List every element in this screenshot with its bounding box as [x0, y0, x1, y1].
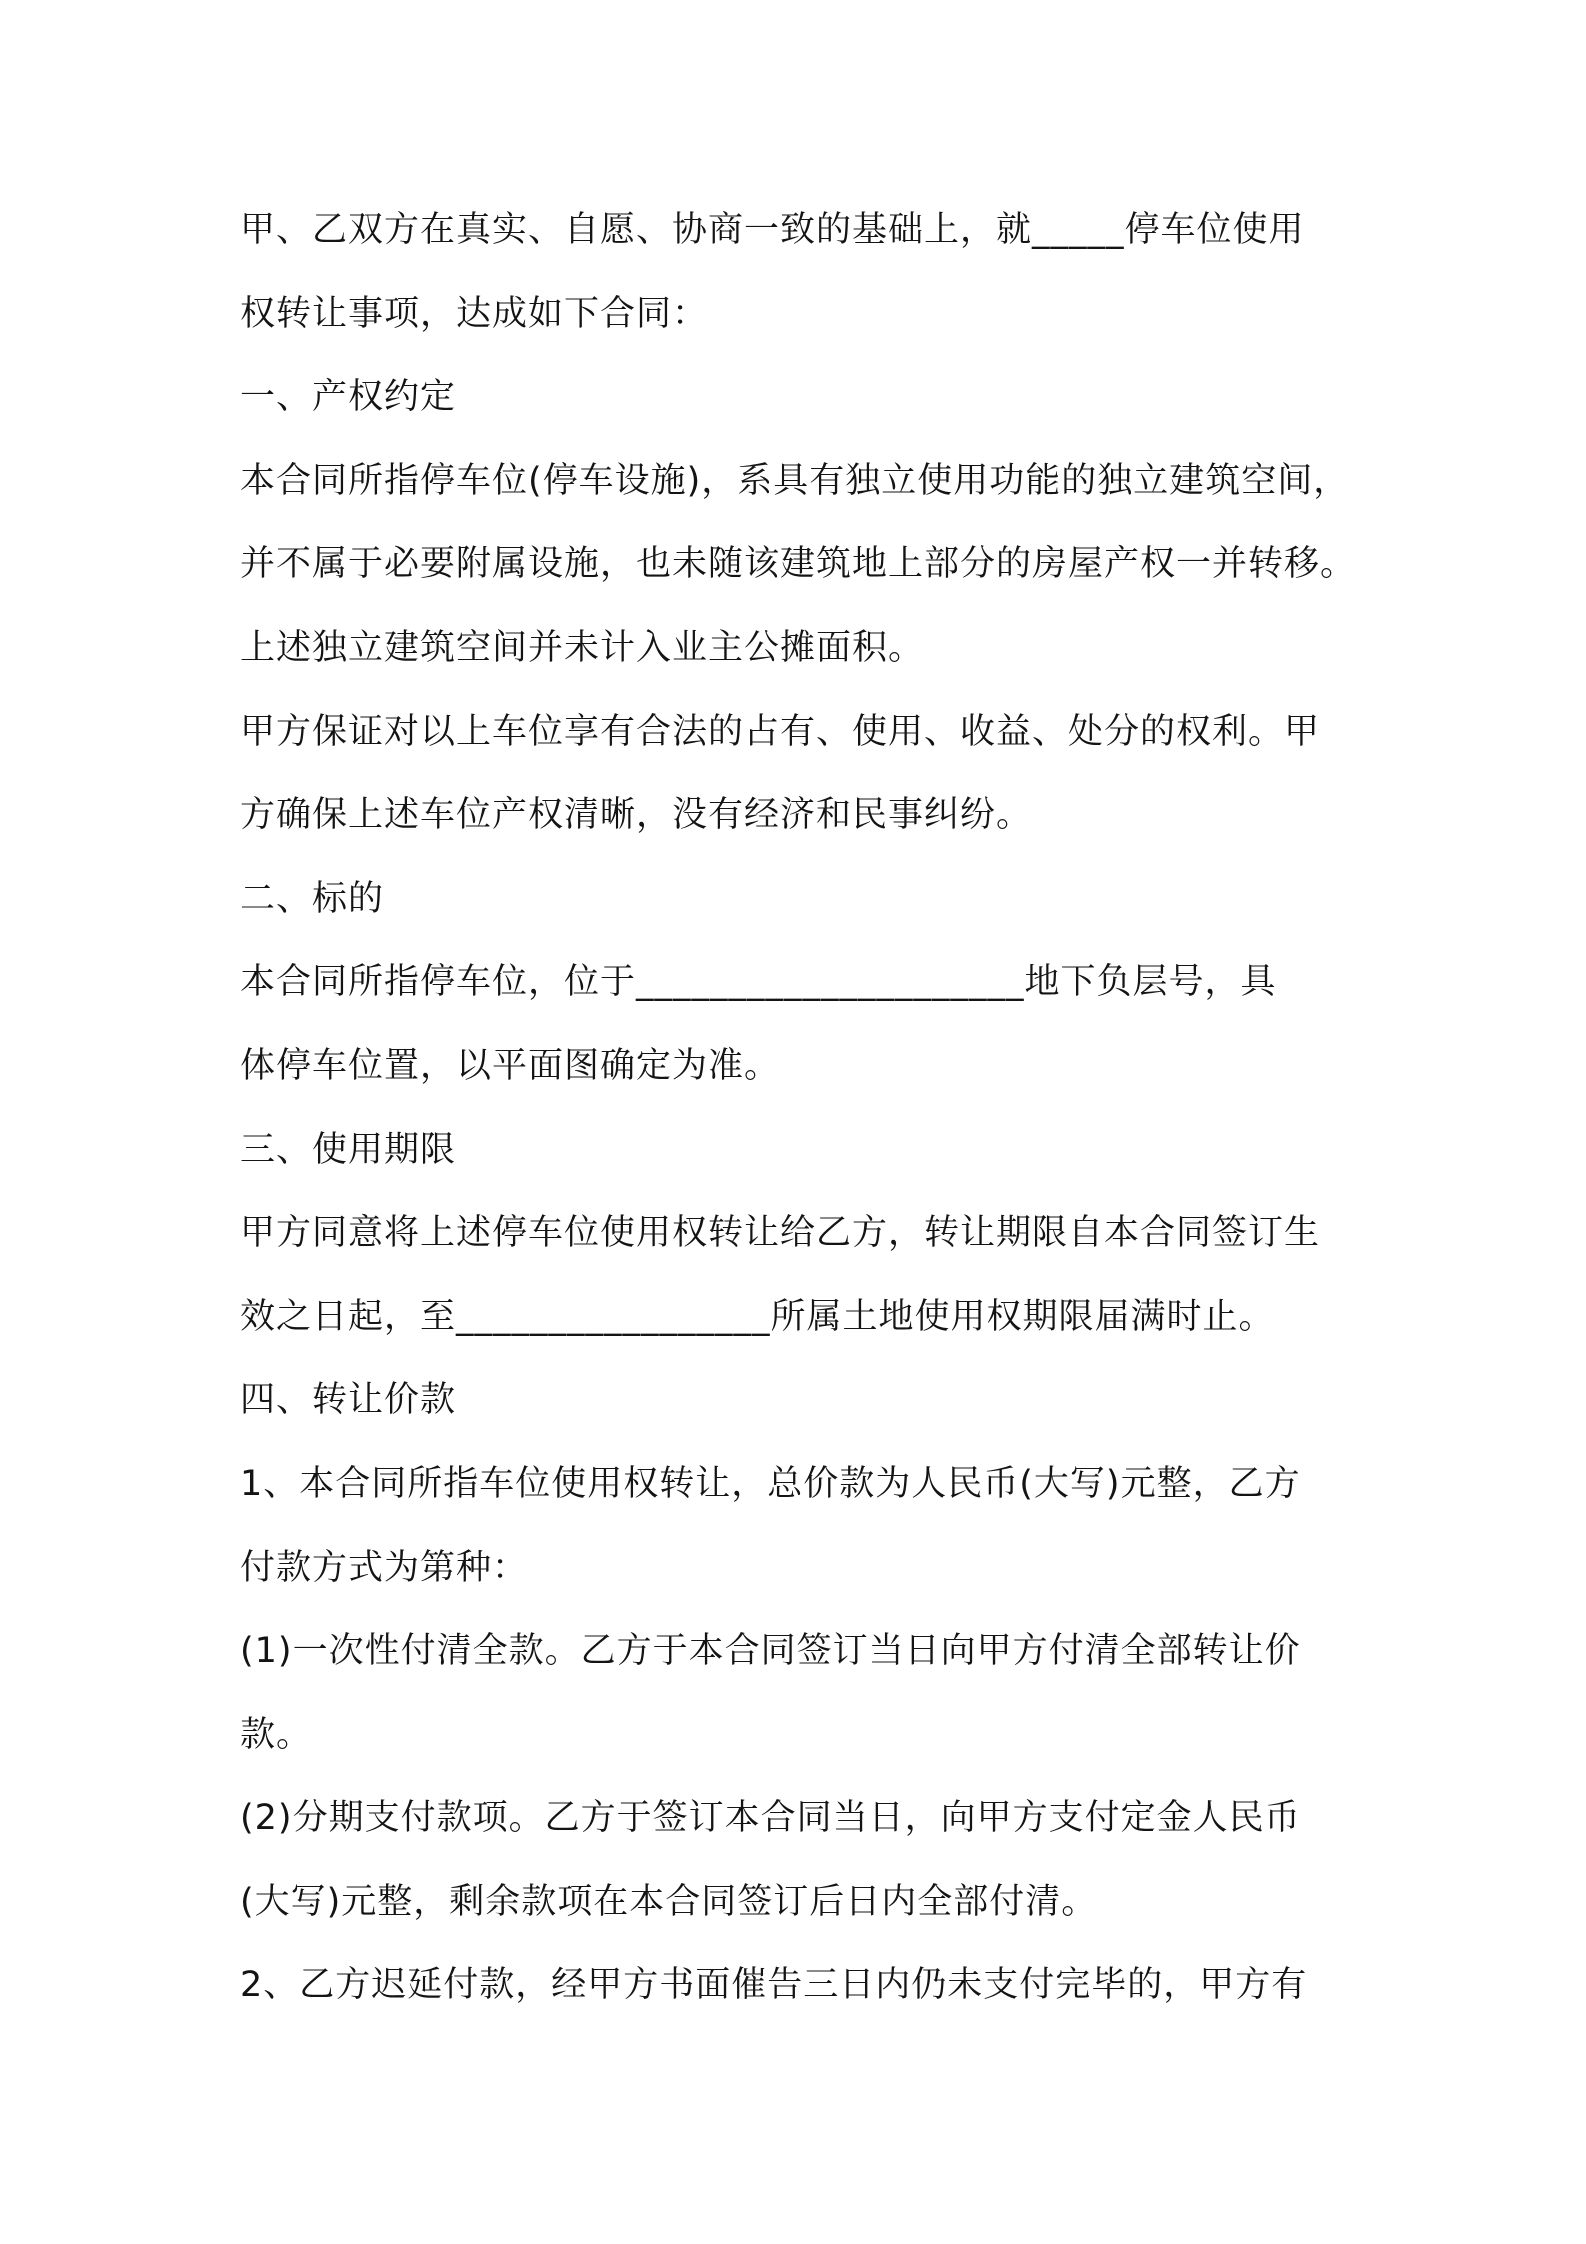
text-line: 体停车位置，以平面图确定为准。 [240, 1045, 781, 1086]
text-line: 甲方保证对以上车位享有合法的占有、使用、收益、处分的权利。甲 [240, 711, 1321, 752]
text-line: (2)分期支付款项。乙方于签订本合同当日，向甲方支付定金人民币 [240, 1798, 1301, 1839]
text-line: 并不属于必要附属设施，也未随该建筑地上部分的房屋产权一并转移。 [240, 544, 1357, 585]
section-heading: 三、使用期限 [240, 1129, 457, 1170]
section-heading: 二、标的 [240, 878, 385, 919]
text-line: 本合同所指停车位，位于_____________________地下负层号，具 [240, 962, 1277, 1003]
text-line: 方确保上述车位产权清晰，没有经济和民事纠纷。 [240, 795, 1033, 836]
text-line: 甲方同意将上述停车位使用权转让给乙方，转让期限自本合同签订生 [240, 1213, 1321, 1254]
section-heading: 四、转让价款 [240, 1380, 457, 1421]
text-line: 本合同所指停车位(停车设施)，系具有独立使用功能的独立建筑空间， [240, 460, 1350, 501]
text-line: 效之日起，至_________________所属土地使用权期限届满时止。 [240, 1296, 1275, 1337]
contract-body [240, 200, 1380, 2039]
text-line: 付款方式为第种： [240, 1547, 529, 1588]
text-line: 甲、乙双方在真实、自愿、协商一致的基础上，就_____停车位使用 [240, 210, 1305, 250]
text-line: (大写)元整，剩余款项在本合同签订后日内全部付清。 [240, 1881, 1098, 1922]
text-line: 权转让事项，达成如下合同： [240, 293, 709, 334]
text-line: (1)一次性付清全款。乙方于本合同签订当日向甲方付清全部转让价 [240, 1631, 1301, 1672]
text-line: 1、本合同所指车位使用权转让，总价款为人民币(大写)元整，乙方 [240, 1463, 1301, 1504]
text-line: 款。 [240, 1714, 313, 1755]
text-line: 2、乙方迟延付款，经甲方书面催告三日内仍未支付完毕的，甲方有 [240, 1965, 1308, 2006]
section-heading: 一、产权约定 [240, 377, 457, 418]
text-line: 上述独立建筑空间并未计入业主公摊面积。 [240, 627, 925, 668]
